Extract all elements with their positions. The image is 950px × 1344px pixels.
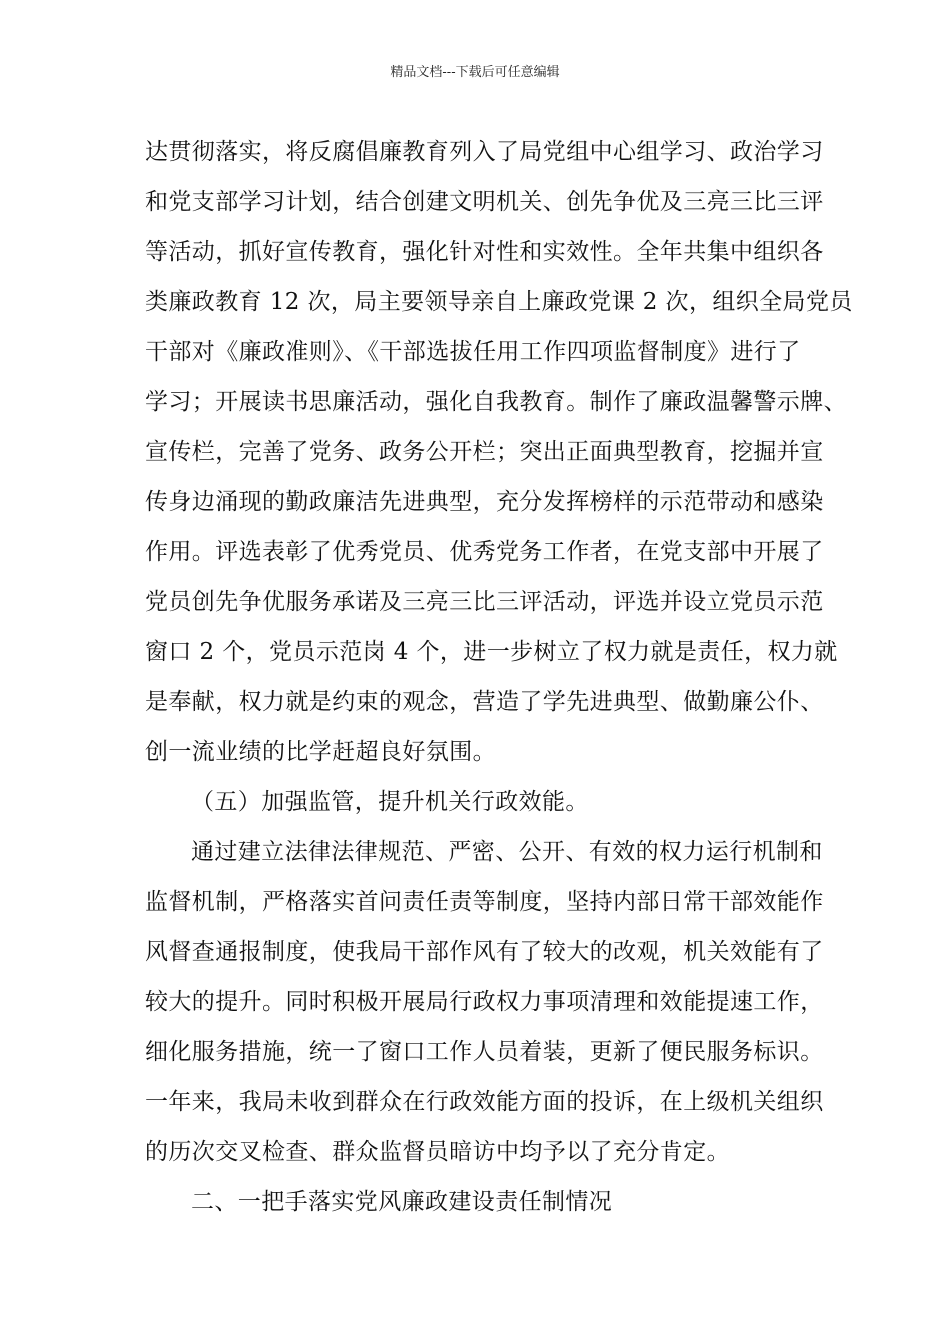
- section-5-line: 通过建立法律法律规范、严密、公开、有效的权力运行机制和: [191, 839, 823, 865]
- section-2-heading: 二、一把手落实党风廉政建设责任制情况: [191, 1189, 613, 1215]
- section-5-line: 风督查通报制度，使我局干部作风有了较大的改观，机关效能有了: [145, 939, 824, 965]
- section-5-line: 细化服务措施，统一了窗口工作人员着装，更新了便民服务标识。: [145, 1039, 824, 1065]
- section-5-line: 一年来，我局未收到群众在行政效能方面的投诉，在上级机关组织: [145, 1089, 824, 1115]
- body-line: 党员创先争优服务承诺及三亮三比三评活动，评选并设立党员示范: [145, 589, 824, 615]
- body-line: 传身边涌现的勤政廉洁先进典型，充分发挥榜样的示范带动和感染: [145, 489, 824, 515]
- body-line: 窗口 2 个，党员示范岗 4 个，进一步树立了权力就是责任，权力就: [145, 639, 838, 665]
- section-5-heading: （五）加强监管，提升机关行政效能。: [191, 789, 589, 815]
- body-line: 学习；开展读书思廉活动，强化自我教育。制作了廉政温馨警示牌、: [145, 389, 847, 415]
- document-body: [145, 127, 853, 1227]
- body-line: 干部对《廉政准则》、《干部选拔任用工作四项监督制度》进行了: [145, 339, 801, 365]
- page-header: 精品文档---下载后可任意编辑: [390, 65, 560, 80]
- body-line: 类廉政教育 12 次，局主要领导亲自上廉政党课 2 次，组织全局党员: [145, 289, 853, 315]
- body-line: 等活动，抓好宣传教育，强化针对性和实效性。全年共集中组织各: [145, 239, 824, 265]
- body-line: 达贯彻落实，将反腐倡廉教育列入了局党组中心组学习、政治学习: [145, 139, 824, 165]
- body-line: 宣传栏，完善了党务、政务公开栏；突出正面典型教育，挖掘并宣: [145, 439, 824, 465]
- body-line: 创一流业绩的比学赶超良好氛围。: [145, 739, 496, 765]
- body-line: 和党支部学习计划，结合创建文明机关、创先争优及三亮三比三评: [145, 189, 824, 215]
- section-5-line: 监督机制，严格落实首问责任责等制度，坚持内部日常干部效能作: [145, 889, 824, 915]
- body-line: 是奉献，权力就是约束的观念，营造了学先进典型、做勤廉公仆、: [145, 689, 824, 715]
- section-5-line: 的历次交叉检查、群众监督员暗访中均予以了充分肯定。: [145, 1139, 730, 1165]
- section-5-line: 较大的提升。同时积极开展局行政权力事项清理和效能提速工作，: [145, 989, 824, 1015]
- body-line: 作用。评选表彰了优秀党员、优秀党务工作者，在党支部中开展了: [145, 539, 824, 565]
